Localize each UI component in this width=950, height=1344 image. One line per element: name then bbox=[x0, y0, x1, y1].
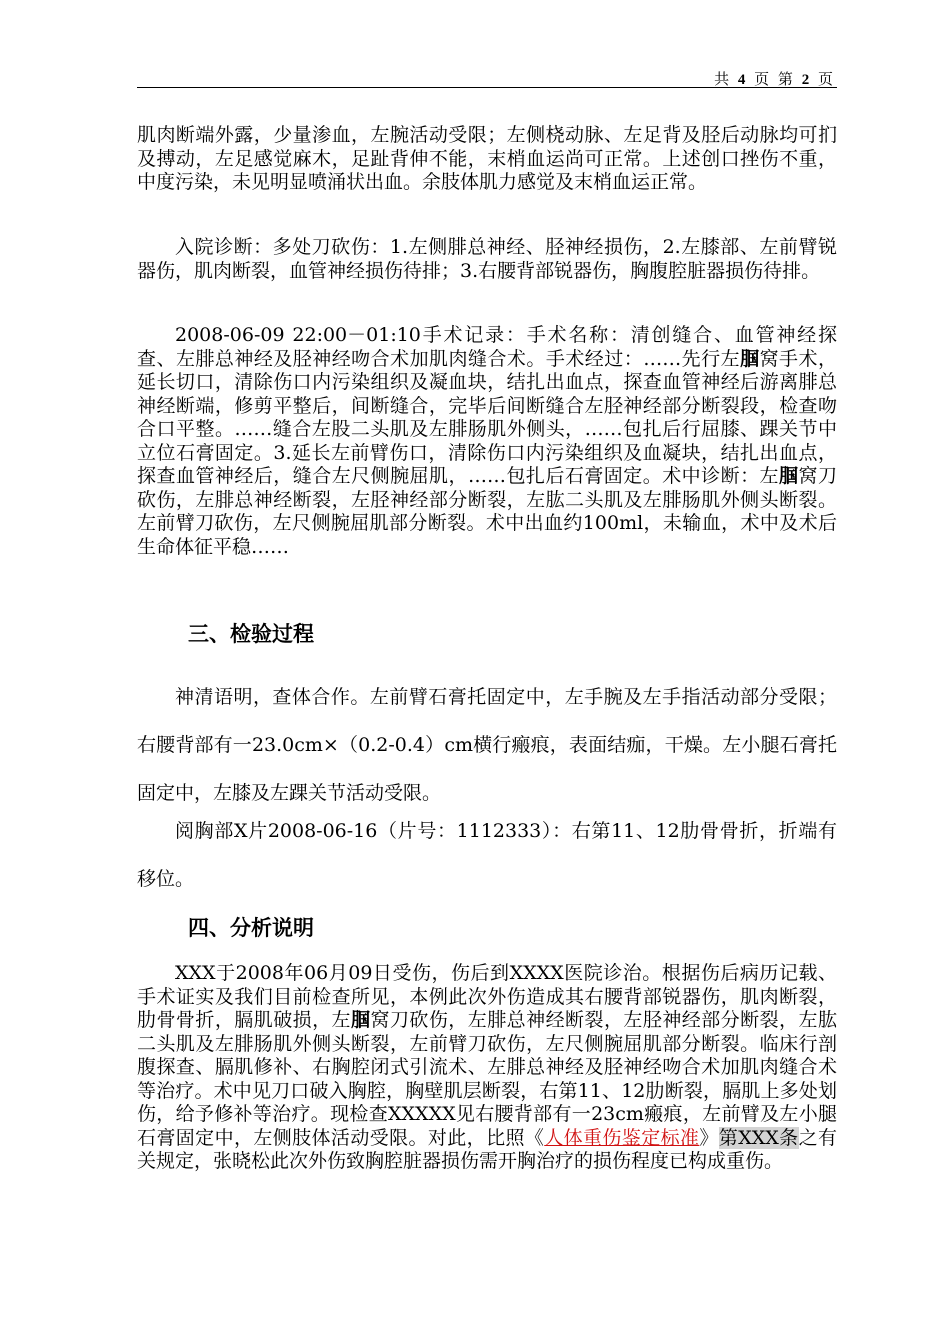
header-divider bbox=[137, 87, 837, 88]
header-pre: 共 bbox=[714, 70, 732, 88]
standard-reference-link[interactable]: 人体重伤鉴定标准 bbox=[544, 1126, 700, 1149]
section-heading-examination: 三、检验过程 bbox=[188, 622, 314, 646]
paragraph-xray: 阅胸部X片2008-06-16（片号：1112333）：右第11、12肋骨骨折，折端有移位。 bbox=[137, 820, 837, 890]
header-mid: 页 第 bbox=[754, 70, 795, 88]
header-post: 页 bbox=[817, 70, 835, 88]
header-total: 4 bbox=[737, 72, 748, 88]
analysis-text-4: 之有关规定，张晓松此次外伤致胸腔脏器损伤需开胸治疗的损伤程度已构成重伤。 bbox=[137, 1126, 837, 1172]
analysis-text-1: XXX于2008年06月09日受伤，伤后到XXXX医院诊治。根据伤后病历记载、手术证实及我们目前检查所见，本例此次外伤造成其右腰背部锐器伤，肌肉断裂，肋骨骨折，膈肌破损，左 bbox=[137, 962, 837, 1031]
header-current: 2 bbox=[801, 72, 812, 88]
section-heading-analysis: 四、分析说明 bbox=[188, 916, 314, 940]
page-number-header bbox=[714, 68, 835, 89]
analysis-text-2: 窝刀砍伤，左腓总神经断裂，左胫神经部分断裂，左肱二头肌及左腓肠肌外侧头断裂，左前臂刀砍伤，左尺侧腕屈肌部分断裂。临床行剖腹探查、膈肌修补、右胸腔闭式引流术、左腓总神经及胫神经吻合术加肌肉缝合术等治疗。术中见刀口破入胸腔，胸壁肌层断裂，右第11、12肋断裂，膈肌上多处划伤，给予修补等治疗。现检查XXXXX见右腰背部有一23cm瘢痕，左前臂及左小腿石膏固定中，左侧肢体活动受限。对此，比照《 bbox=[137, 1009, 837, 1149]
paragraph-injury-description: 肌肉断端外露，少量渗血，左腕活动受限；左侧桡动脉、左足背及胫后动脉均可扪及搏动，左足感觉麻木，足趾背伸不能，末梢血运尚可正常。上述创口挫伤不重，中度污染，未见明显喷涌状出血。余肢体肌力感觉及末梢血运正常。 bbox=[137, 124, 837, 193]
surgery-text-3: 窝刀砍伤，左腓总神经断裂，左胫神经部分断裂，左肱二头肌及左腓肠肌外侧头断裂。左前臂刀砍伤，左尺侧腕屈肌部分断裂。术中出血约100ml，未输血，术中及术后生命体征平稳…… bbox=[137, 465, 837, 558]
paragraph-analysis bbox=[137, 962, 837, 1174]
paragraph-admission-diagnosis: 入院诊断：多处刀砍伤：1.左侧腓总神经、胫神经损伤，2.左膝部、左前臂锐器伤，肌肉断裂，血管神经损伤待排；3.右腰背部锐器伤，胸腹腔脏器损伤待排。 bbox=[137, 236, 837, 282]
clause-highlight: 第XXX条 bbox=[718, 1126, 799, 1149]
surgery-text-1: 2008-06-09 22:00－01:10手术记录：手术名称：清创缝合、血管神经探查、左腓总神经及胫神经吻合术加肌肉缝合术。手术经过：……先行左 bbox=[137, 324, 837, 370]
analysis-char: 腘 bbox=[351, 1009, 371, 1031]
surgery-char-2: 腘 bbox=[779, 465, 799, 487]
surgery-char-1: 腘 bbox=[740, 347, 760, 370]
paragraph-surgery-record bbox=[137, 324, 837, 559]
surgery-text-2: 窝手术，延长切口，清除伤口内污染组织及凝血块，结扎出血点，探查血管神经后游离腓总神经断端，修剪平整后，间断缝合，完毕后间断缝合左胫神经部分断裂段，检查吻合口平整。……缝合左股二头肌及左腓肠肌外侧头，……包扎后行屈膝、踝关节中立位石膏固定。3.延长左前臂伤口，清除伤口内污染组织及血凝块，结扎出血点，探查血管神经后，缝合左尺侧腕屈肌，……包扎后石膏固定。术中诊断：左 bbox=[137, 347, 837, 487]
analysis-text-3: 》 bbox=[699, 1126, 719, 1149]
paragraph-examination: 神清语明，查体合作。左前臂石膏托固定中，左手腕及左手指活动部分受限；右腰背部有一23.0cm×（0.2-0.4）cm横行瘢痕，表面结痂，干燥。左小腿石膏托固定中，左膝及左踝关节活动受限。 bbox=[137, 686, 837, 804]
